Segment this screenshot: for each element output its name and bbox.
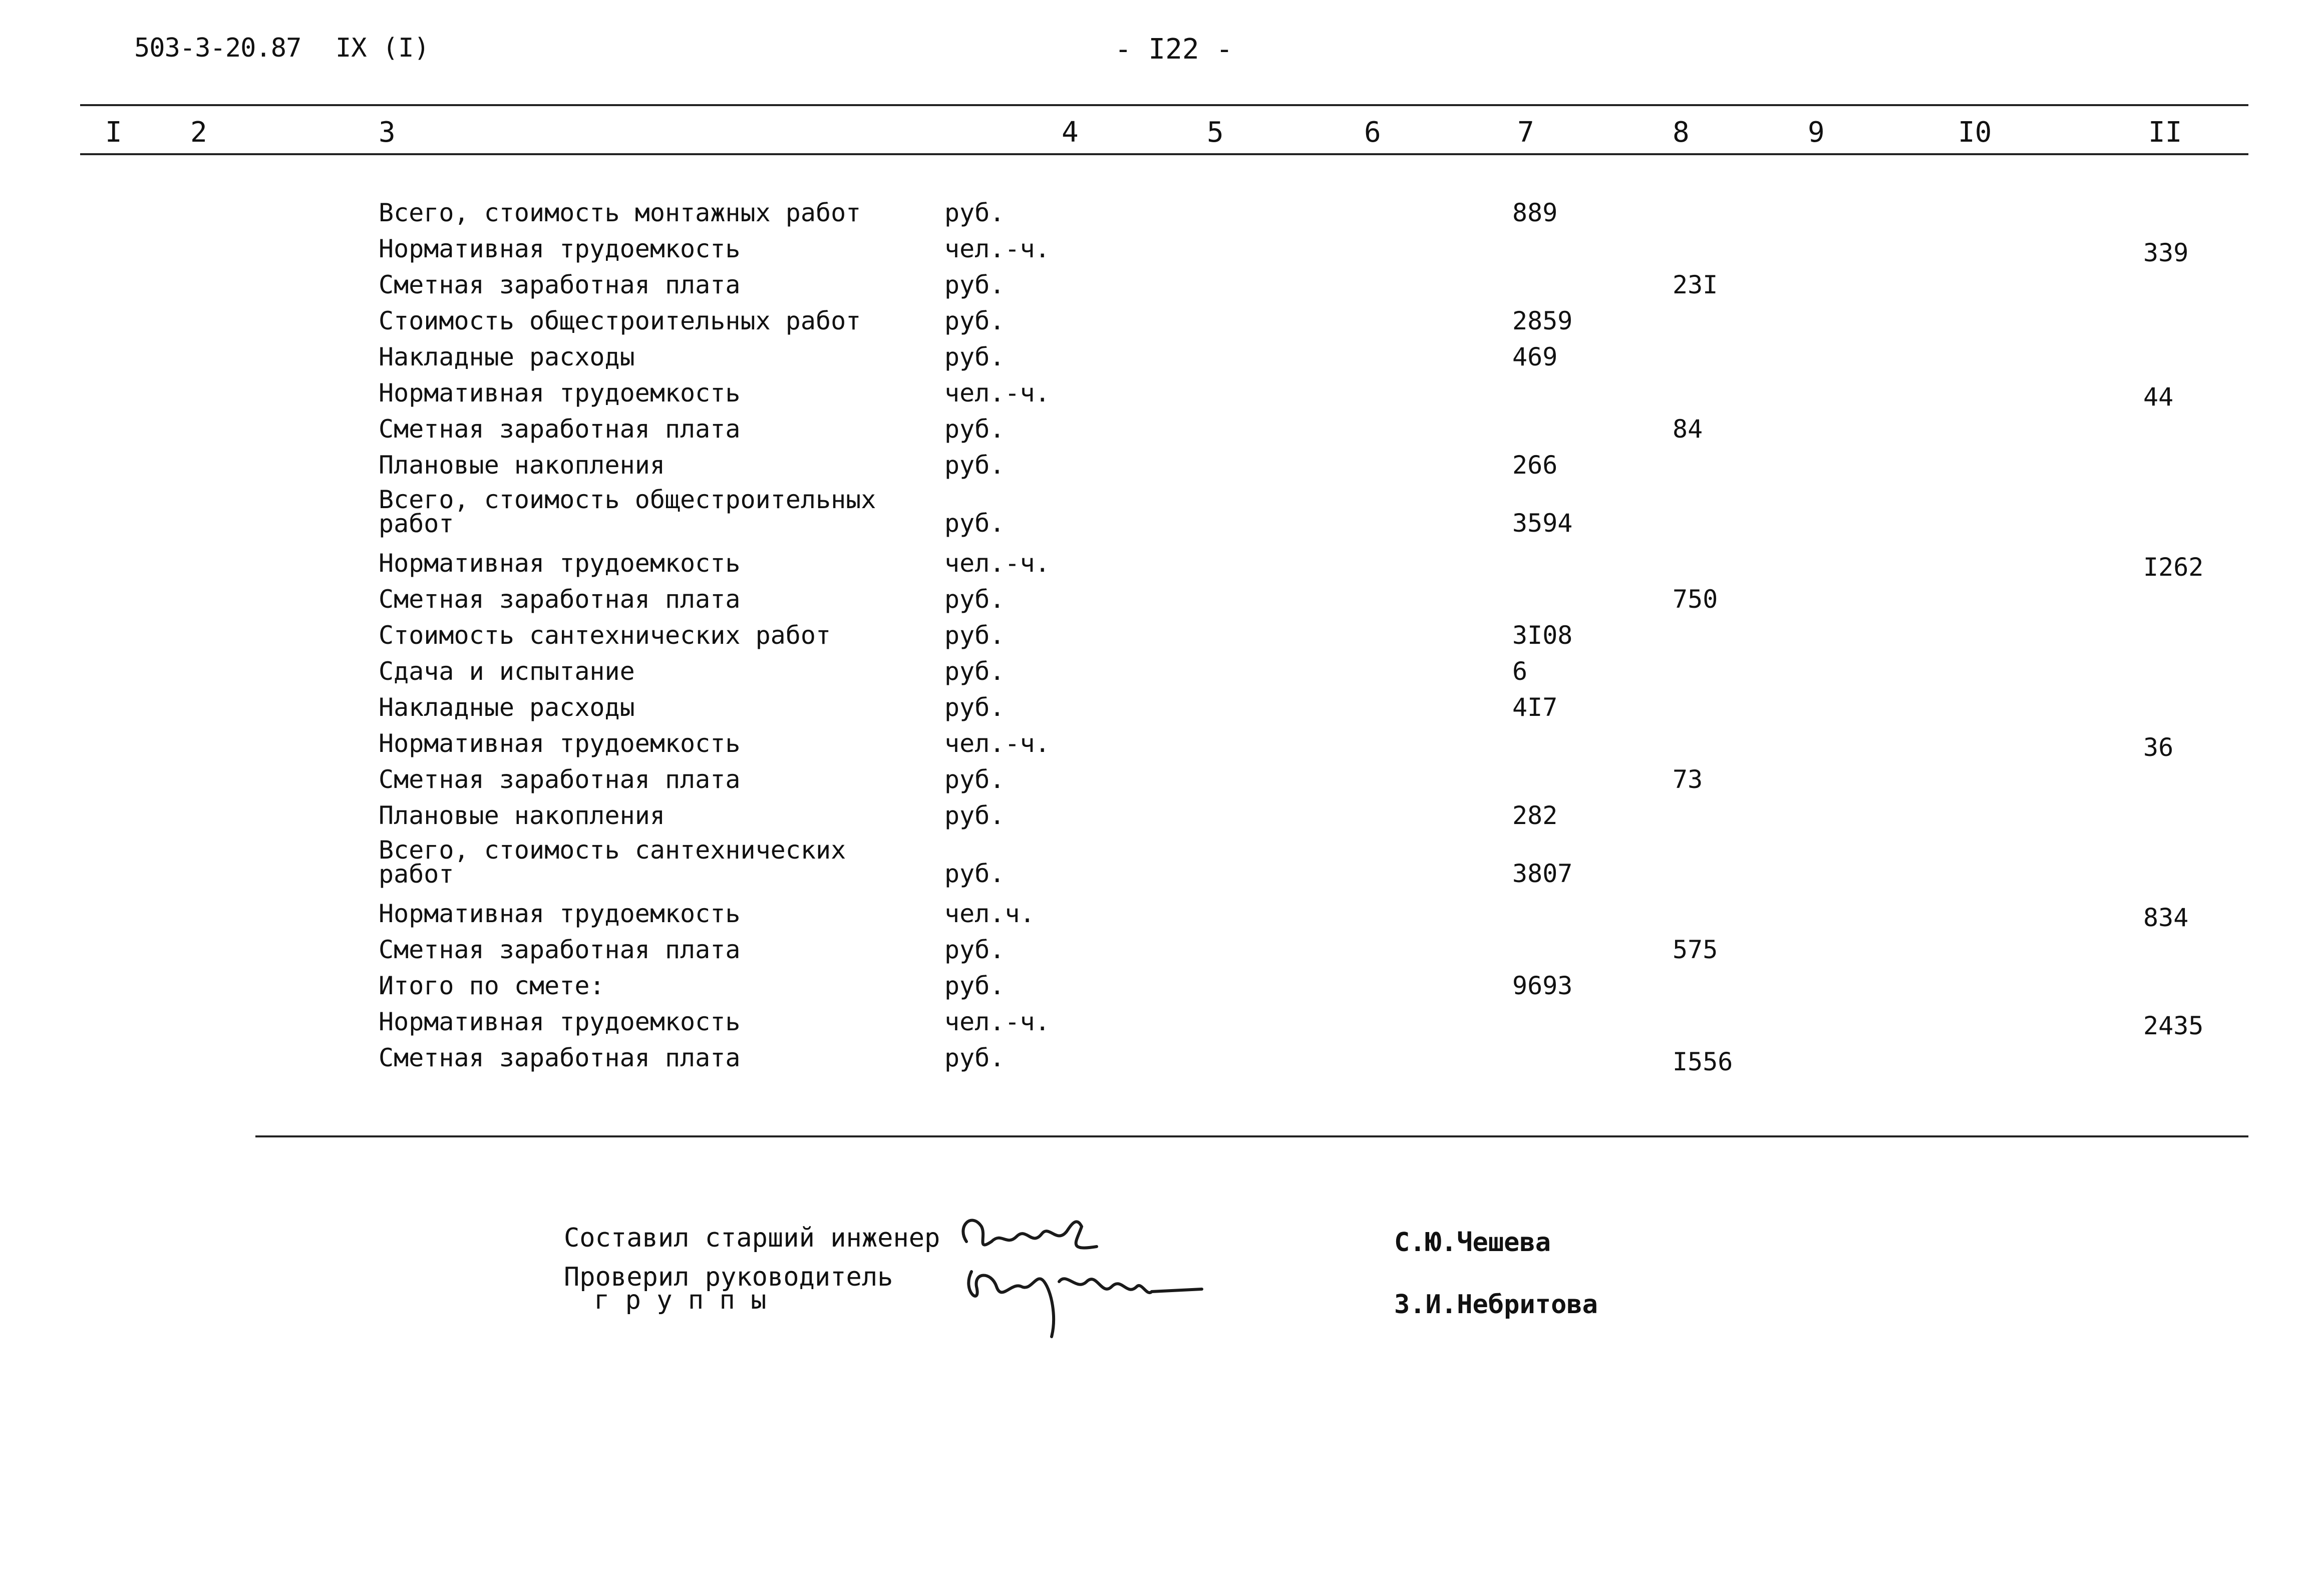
row-description: Стоимость сантехнических работ xyxy=(379,621,831,650)
col-header-11: II xyxy=(2148,116,2182,149)
row-col8-value: 575 xyxy=(1673,935,1718,964)
col-header-5: 5 xyxy=(1207,116,1224,149)
row-description: Сметная заработная плата xyxy=(379,765,741,794)
row-description: Всего, стоимость монтажных работ xyxy=(379,198,861,227)
row-description: Итого по смете: xyxy=(379,971,605,1000)
row-unit: руб. xyxy=(944,451,1005,480)
col-header-3: 3 xyxy=(379,116,396,149)
row-col8-value: 73 xyxy=(1673,765,1703,794)
table-header-rule xyxy=(80,153,2248,155)
compiled-by-label: Составил старший инженер xyxy=(564,1223,940,1253)
row-unit: чел.-ч. xyxy=(944,378,1050,408)
col-header-8: 8 xyxy=(1673,116,1690,149)
row-col7-value: 2859 xyxy=(1512,306,1573,335)
row-col11-value: I262 xyxy=(2143,553,2204,582)
row-col11-value: 834 xyxy=(2143,903,2189,932)
row-unit: чел.-ч. xyxy=(944,549,1050,578)
row-unit: руб. xyxy=(944,270,1005,299)
row-unit: руб. xyxy=(944,765,1005,794)
row-col11-value: 44 xyxy=(2143,382,2174,412)
row-unit: руб. xyxy=(944,509,1005,538)
row-col7-value: 9693 xyxy=(1512,971,1573,1000)
row-description: Нормативная трудоемкость xyxy=(379,378,741,408)
row-unit: руб. xyxy=(944,342,1005,371)
col-header-6: 6 xyxy=(1364,116,1381,149)
row-col8-value: 84 xyxy=(1673,415,1703,444)
row-description: Плановые накопления xyxy=(379,801,665,830)
row-description: Всего, стоимость сантехнических работ xyxy=(379,836,846,889)
row-unit: руб. xyxy=(944,621,1005,650)
checker-name: З.И.Небритова xyxy=(1394,1290,1598,1320)
row-col7-value: 6 xyxy=(1512,657,1528,686)
row-unit: чел.-ч. xyxy=(944,1007,1050,1036)
row-unit: руб. xyxy=(944,801,1005,830)
row-col7-value: 266 xyxy=(1512,451,1558,480)
col-header-1: I xyxy=(105,116,122,149)
row-unit: руб. xyxy=(944,585,1005,614)
row-description: Нормативная трудоемкость xyxy=(379,549,741,578)
row-unit: руб. xyxy=(944,198,1005,227)
checked-by-label: Проверил руководитель xyxy=(564,1262,893,1292)
row-description: Нормативная трудоемкость xyxy=(379,234,741,263)
checked-by-label-group: г р у п п ы xyxy=(594,1285,767,1315)
row-description: Всего, стоимость общестроительных работ xyxy=(379,485,876,538)
row-unit: руб. xyxy=(944,859,1005,888)
row-unit: руб. xyxy=(944,657,1005,686)
table-bottom-rule xyxy=(255,1135,2248,1137)
row-col7-value: 3807 xyxy=(1512,859,1573,888)
row-unit: руб. xyxy=(944,306,1005,335)
col-header-9: 9 xyxy=(1808,116,1825,149)
row-col8-value: 23I xyxy=(1673,270,1718,299)
col-header-10: I0 xyxy=(1958,116,1992,149)
row-unit: чел.ч. xyxy=(944,899,1035,928)
compiler-name: С.Ю.Чешева xyxy=(1394,1228,1551,1258)
doc-code: 503-3-20.87 xyxy=(134,33,301,63)
row-unit: руб. xyxy=(944,971,1005,1000)
row-unit: руб. xyxy=(944,415,1005,444)
row-unit: руб. xyxy=(944,693,1005,722)
row-col11-value: 2435 xyxy=(2143,1011,2204,1040)
row-col7-value: 3594 xyxy=(1512,509,1573,538)
row-description: Накладные расходы xyxy=(379,693,635,722)
table-top-rule xyxy=(80,104,2248,106)
row-col7-value: 469 xyxy=(1512,342,1558,371)
row-col11-value: 339 xyxy=(2143,238,2189,267)
row-col8-value: 750 xyxy=(1673,585,1718,614)
page-number: - I22 - xyxy=(1115,33,1233,66)
row-description: Сметная заработная плата xyxy=(379,270,741,299)
row-unit: чел.-ч. xyxy=(944,729,1050,758)
row-description: Нормативная трудоемкость xyxy=(379,729,741,758)
row-col8-value: I556 xyxy=(1673,1047,1733,1076)
row-description: Сметная заработная плата xyxy=(379,935,741,964)
row-description: Сметная заработная плата xyxy=(379,1043,741,1072)
row-description: Стоимость общестроительных работ xyxy=(379,306,861,335)
row-unit: чел.-ч. xyxy=(944,234,1050,263)
col-header-2: 2 xyxy=(190,116,207,149)
row-description: Сметная заработная плата xyxy=(379,415,741,444)
row-unit: руб. xyxy=(944,1043,1005,1072)
row-unit: руб. xyxy=(944,935,1005,964)
row-description: Плановые накопления xyxy=(379,451,665,480)
col-header-7: 7 xyxy=(1517,116,1534,149)
row-col7-value: 282 xyxy=(1512,801,1558,830)
row-description: Накладные расходы xyxy=(379,342,635,371)
row-description: Нормативная трудоемкость xyxy=(379,899,741,928)
row-col7-value: 889 xyxy=(1512,198,1558,227)
row-col7-value: 4I7 xyxy=(1512,693,1558,722)
checker-signature xyxy=(951,1252,1212,1342)
row-description: Нормативная трудоемкость xyxy=(379,1007,741,1036)
col-header-4: 4 xyxy=(1062,116,1079,149)
row-description: Сдача и испытание xyxy=(379,657,635,686)
row-col11-value: 36 xyxy=(2143,733,2174,762)
row-description: Сметная заработная плата xyxy=(379,585,741,614)
row-col7-value: 3I08 xyxy=(1512,621,1573,650)
section-code: IX (I) xyxy=(336,33,430,63)
